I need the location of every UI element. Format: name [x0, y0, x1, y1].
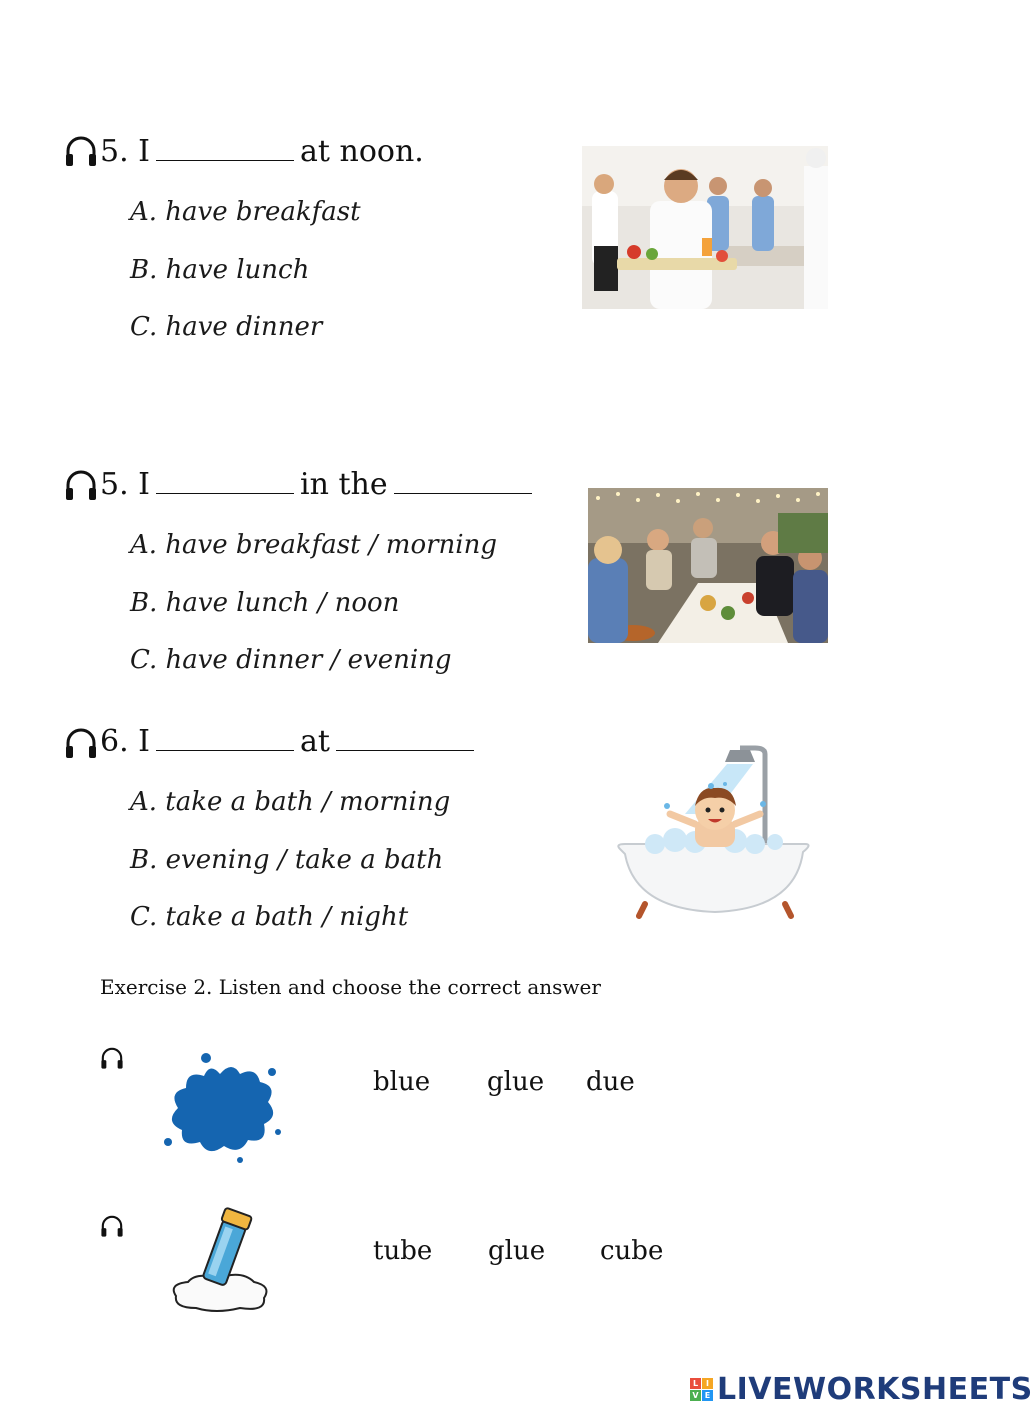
- headphones-icon[interactable]: [100, 1214, 124, 1238]
- word-choice[interactable]: cube: [600, 1236, 664, 1266]
- word-choice[interactable]: tube: [373, 1236, 433, 1266]
- liveworksheets-logo: [690, 1372, 1033, 1407]
- exercise-2-title: Exercise 2. Listen and choose the correct answer: [100, 975, 601, 999]
- option-a[interactable]: A. have breakfast / morning: [130, 530, 497, 560]
- headphones-icon[interactable]: [64, 468, 98, 502]
- paint-splash-icon: [160, 1052, 282, 1168]
- stem-part: 6. I: [100, 724, 151, 759]
- stem-part: in the: [300, 467, 388, 502]
- word-choice[interactable]: due: [586, 1067, 635, 1097]
- logo-badge: L I V E: [690, 1378, 713, 1401]
- glue-stick-icon: [166, 1208, 276, 1318]
- answer-blank[interactable]: [336, 728, 474, 751]
- option-c[interactable]: C. have dinner / evening: [130, 645, 452, 675]
- word-choice[interactable]: glue: [488, 1236, 546, 1266]
- answer-blank[interactable]: [394, 471, 532, 494]
- stem-part: at noon.: [300, 134, 424, 169]
- option-b[interactable]: B. have lunch: [130, 255, 310, 285]
- headphones-icon[interactable]: [64, 134, 98, 168]
- option-b[interactable]: B. have lunch / noon: [130, 588, 400, 618]
- word-choice[interactable]: glue: [487, 1067, 545, 1097]
- stem-part: 5. I: [100, 467, 151, 502]
- bathtub-illustration: [615, 744, 810, 920]
- brand-name: LIVEWORKSHEETS: [717, 1372, 1033, 1407]
- stem-part: at: [300, 724, 330, 759]
- stem-part: 5. I: [100, 134, 151, 169]
- answer-blank[interactable]: [156, 471, 294, 494]
- question-stem: [100, 724, 480, 760]
- headphones-icon[interactable]: [100, 1046, 124, 1070]
- question-stem: [100, 134, 424, 170]
- option-a[interactable]: A. have breakfast: [130, 197, 361, 227]
- option-c[interactable]: C. take a bath / night: [130, 902, 409, 932]
- headphones-icon[interactable]: [64, 726, 98, 760]
- answer-blank[interactable]: [156, 728, 294, 751]
- question-stem: [100, 467, 538, 503]
- option-c[interactable]: C. have dinner: [130, 312, 323, 342]
- word-choice[interactable]: blue: [373, 1067, 431, 1097]
- answer-blank[interactable]: [156, 138, 294, 161]
- option-b[interactable]: B. evening / take a bath: [130, 845, 444, 875]
- lunch-photo: [582, 146, 828, 309]
- family-dinner-photo: [588, 488, 828, 643]
- option-a[interactable]: A. take a bath / morning: [130, 787, 451, 817]
